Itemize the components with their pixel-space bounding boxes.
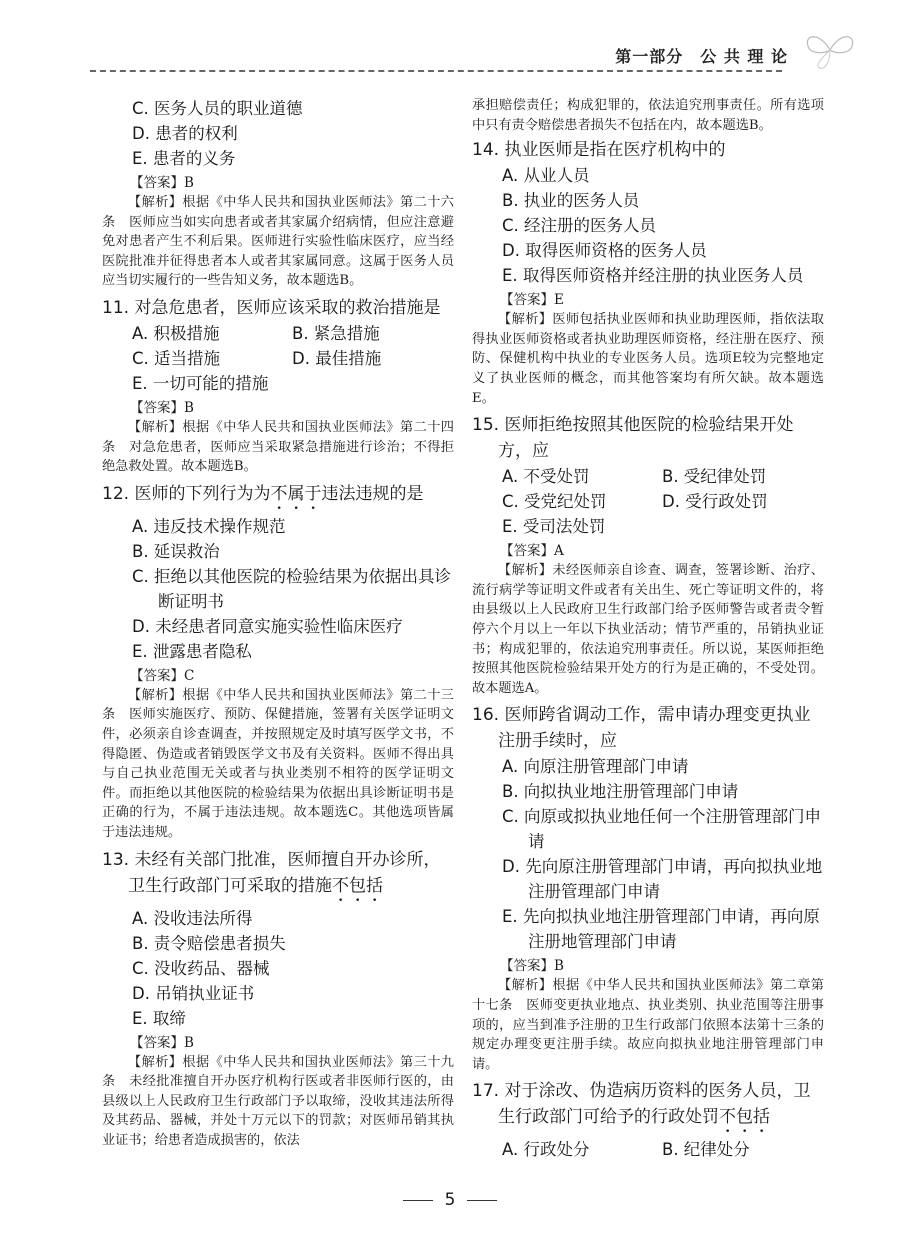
q11-answer: 【答案】B: [130, 399, 194, 416]
q15-options-row2: [472, 489, 824, 514]
q11-option-b: B. 紧急措施: [292, 323, 380, 343]
q14-option-e: E. 取得医师资格并经注册的执业医务人员: [502, 266, 804, 286]
left-column: [102, 96, 454, 1150]
page-number: 5: [444, 1190, 456, 1210]
q14-option-d: D. 取得医师资格的医务人员: [502, 241, 707, 261]
q14-option-a: A. 从业人员: [502, 166, 590, 186]
q13-stem: 13. 未经有关部门批准，医师擅自开办诊所，卫生行政部门可采取的措施不包括: [102, 849, 441, 896]
q13-option-d: D. 吊销执业证书: [132, 983, 255, 1003]
q11-option-c: C. 适当措施: [132, 348, 221, 368]
q14-option-c: C. 经注册的医务人员: [502, 216, 657, 236]
q11-option-e: E. 一切可能的措施: [132, 373, 269, 393]
q13-answer: 【答案】B: [130, 1034, 194, 1051]
q12-option-c: C. 拒绝以其他医院的检验结果为依据出具诊断证明书: [132, 566, 452, 611]
q13-explanation: 【解析】根据《中华人民共和国执业医师法》第三十九条 未经批准擅自开办医疗机构行医或者非医师行医的，由县级以上人民政府卫生行政部门予以取缔，没收其违法所得及其药品、器械，并处十万元以下的罚款；对医师吊销其执业证书；给患者造成损害的，依法: [102, 1054, 454, 1148]
q11-stem: 11. 对急危患者，医师应该采取的救治措施是: [102, 297, 441, 318]
q13-option-e: E. 取缔: [132, 1008, 186, 1028]
q14-answer: 【答案】E: [500, 292, 564, 309]
q15-explanation: 【解析】未经医师亲自诊查、调查，签署诊断、治疗、流行病学等证明文件或者有关出生、死亡等证明文件的，将由县级以上人民政府卫生行政部门给予医师警告或者责令暂停六个月以上一年以下执业活动；情节严重的，吊销执业证书；构成犯罪的，依法追究刑事责任。所以说，某医师拒绝按照其他医院检验结果开处方的行为是正确的，不受处罚。故本题选A。: [472, 563, 824, 696]
q16-option-c: C. 向原或拟执业地任何一个注册管理部门申请: [502, 807, 822, 852]
right-column: [472, 96, 824, 1162]
q17-stem: 17. 对于涂改、伪造病历资料的医务人员，卫生行政部门可给予的行政处罚不包括: [472, 1081, 811, 1128]
q11-option-a: A. 积极措施: [132, 323, 220, 343]
q14-option-b: B. 执业的医务人员: [502, 191, 640, 211]
q13-option-a: A. 没收违法所得: [132, 908, 253, 928]
q11-explanation: 【解析】根据《中华人民共和国执业医师法》第二十四条 对急危患者，医师应当采取紧急措施进行诊治；不得拒绝急救处置。故本题选B。: [102, 419, 454, 475]
q12-option-d: D. 未经患者同意实施实验性临床医疗: [132, 616, 403, 636]
q11-options-row1: [102, 321, 454, 346]
q17-option-a: A. 行政处分: [502, 1140, 590, 1160]
q15-stem: 15. 医师拒绝按照其他医院的检验结果开处方，应: [472, 415, 794, 462]
section-header: 第一部分 公 共 理 论: [615, 47, 788, 66]
q11-options-row2: [102, 346, 454, 371]
q15-option-b: B. 受纪律处罚: [662, 467, 767, 487]
q16-option-d: D. 先向原注册管理部门申请，再向拟执业地注册管理部门申请: [502, 857, 823, 902]
footer-dash-right: [467, 1200, 497, 1201]
q16-option-e: E. 先向拟执业地注册管理部门申请，再向原注册地管理部门申请: [502, 907, 820, 952]
page-footer: [0, 1190, 900, 1210]
q15-answer: 【答案】A: [500, 543, 564, 560]
q10-answer: 【答案】B: [130, 175, 194, 191]
q11-option-d: D. 最佳措施: [292, 348, 382, 368]
header-divider: [90, 70, 782, 72]
q12-option-b: B. 延误救治: [132, 541, 220, 561]
q16-explanation: 【解析】根据《中华人民共和国执业医师法》第二章第十七条 医师变更执业地点、执业类别、执业范围等注册事项的，应当到准予注册的卫生行政部门依照本法第十三条的规定办理变更注册手续。故应向拟执业地注册管理部门申请。: [472, 978, 824, 1072]
q16-option-b: B. 向拟执业地注册管理部门申请: [502, 782, 739, 802]
q15-option-c: C. 受党纪处罚: [502, 492, 607, 512]
q12-option-e: E. 泄露患者隐私: [132, 641, 252, 661]
q15-option-a: A. 不受处罚: [502, 467, 590, 487]
q17-emphasis: 不包括: [719, 1107, 770, 1128]
q16-option-a: A. 向原注册管理部门申请: [502, 757, 689, 777]
q12-option-a: A. 违反技术操作规范: [132, 516, 286, 536]
q10-explanation: 【解析】根据《中华人民共和国执业医师法》第二十六条 医师应当如实向患者或者其家属介绍病情，但应注意避免对患者产生不利后果。医师进行实验性临床医疗，应当经医院批准并征得患者本人或者其家属同意。这属于医务人员应当切实履行的一些告知义务，故本题选B。: [102, 195, 454, 289]
q10-option-d: D. 患者的权利: [132, 124, 238, 143]
q10-option-e: E. 患者的义务: [132, 149, 236, 168]
q10-option-c: C. 医务人员的职业道德: [132, 99, 303, 118]
q15-option-e: E. 受司法处罚: [502, 517, 606, 537]
q13-emphasis: 不包括: [332, 875, 383, 896]
q12-explanation: 【解析】根据《中华人民共和国执业医师法》第二十三条 医师实施医疗、预防、保健措施，签署有关医学证明文件，必须亲自诊查调查，并按照规定及时填写医学文书，不得隐匿、伪造或者销毁医学文书及有关资料。医师不得出具与自己执业范围无关或者与执业类别不相符的医学证明文件。而拒绝以其他医院的检验结果为依据出具诊断证明书是正确的行为，不属于违法违规。故本题选C。其他选项皆属于违法违规。: [102, 687, 454, 840]
q14-explanation: 【解析】医师包括执业医师和执业助理医师，指依法取得执业医师资格或者执业助理医师资格，经注册在医疗、预防、保健机构中执业的专业医务人员。选项E较为完整地定义了执业医师的概念，而其他答案均有所欠缺。故本题选E。: [472, 312, 824, 406]
q14-stem: 14. 执业医师是指在医疗机构中的: [472, 140, 726, 161]
q16-answer: 【答案】B: [500, 958, 564, 975]
q15-options-row1: [472, 464, 824, 489]
q12-emphasis: 不属于: [270, 483, 322, 504]
q17-options-row1: [472, 1137, 824, 1162]
q13-option-b: B. 责令赔偿患者损失: [132, 933, 286, 953]
q13-option-c: C. 没收药品、器械: [132, 958, 270, 978]
butterfly-icon: [800, 28, 860, 72]
q12-stem: 12. 医师的下列行为为不属于违法违规的是: [102, 483, 424, 504]
q17-option-b: B. 纪律处分: [662, 1140, 750, 1160]
footer-dash-left: [403, 1200, 433, 1201]
q13-explanation-cont: 承担赔偿责任；构成犯罪的，依法追究刑事责任。所有选项中只有责令赔偿患者损失不包括在内，故本题选B。: [472, 98, 824, 133]
q15-option-d: D. 受行政处罚: [662, 492, 768, 512]
q12-answer: 【答案】C: [130, 667, 195, 684]
q16-stem: 16. 医师跨省调动工作，需申请办理变更执业注册手续时，应: [472, 705, 811, 752]
